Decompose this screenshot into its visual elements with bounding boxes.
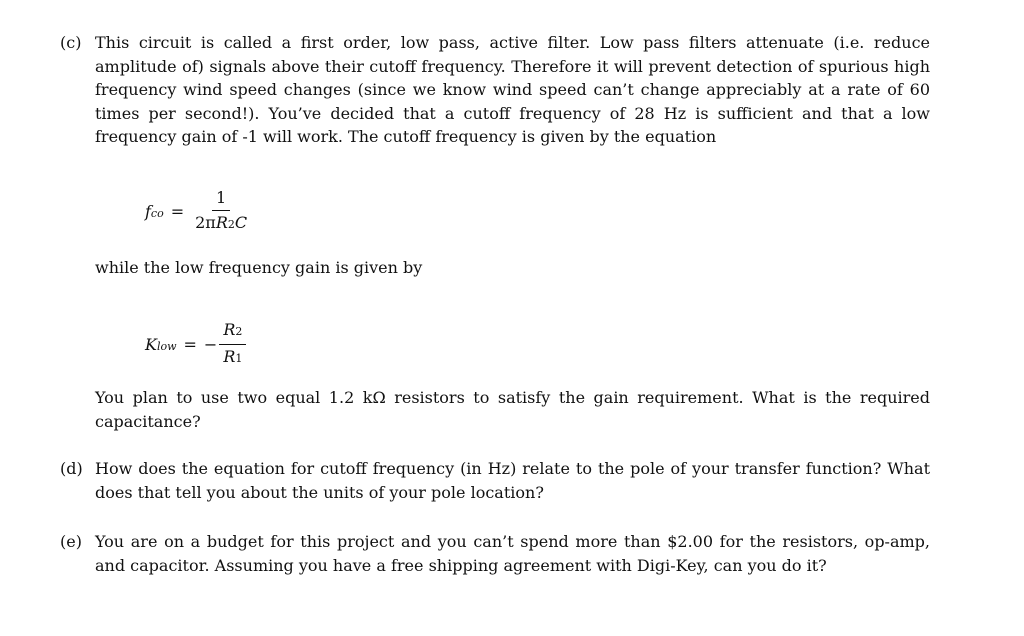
cutoff-equation bbox=[145, 188, 251, 235]
part-c-label: (c) bbox=[60, 33, 82, 52]
gain-equation bbox=[145, 320, 246, 369]
cutoff-fraction bbox=[191, 188, 251, 235]
part-c bbox=[60, 31, 930, 149]
cutoff-den-var: R bbox=[215, 213, 228, 232]
cutoff-lhs bbox=[145, 202, 164, 221]
cutoff-lhs-var: f bbox=[145, 202, 151, 221]
cutoff-den-prefix: 2π bbox=[195, 213, 216, 232]
cutoff-lhs-sub: co bbox=[150, 207, 164, 220]
gain-lhs-var: K bbox=[145, 335, 157, 354]
part-e-text: You are on a budget for this project and you can’t spend more than $2.00 for the resistors, op-amp, and capacitor. Assuming you have a free shipping agreement with Digi-Key, can you do it? bbox=[95, 532, 930, 575]
gain-minus-sign: − bbox=[203, 335, 218, 354]
part-d-label: (d) bbox=[60, 459, 83, 478]
part-d bbox=[60, 457, 930, 504]
part-e bbox=[60, 530, 930, 577]
gain-denominator bbox=[219, 345, 246, 369]
gain-lhs-sub: low bbox=[156, 340, 177, 353]
gain-num-sub: 2 bbox=[235, 325, 243, 338]
gain-equals: = bbox=[183, 335, 197, 354]
gain-intro-text: while the low frequency gain is given by bbox=[95, 258, 423, 277]
gain-den-sub: 1 bbox=[235, 352, 243, 365]
cutoff-den-suffix: C bbox=[234, 213, 248, 232]
gain-lhs bbox=[145, 335, 177, 354]
capacitance-question-text: You plan to use two equal 1.2 kΩ resistors to satisfy the gain requirement. What is the required capacitance? bbox=[95, 388, 930, 431]
gain-fraction bbox=[219, 320, 246, 369]
cutoff-den-sub: 2 bbox=[227, 218, 235, 231]
part-c-text: This circuit is called a first order, low pass, active filter. Low pass filters attenuate (i.e. reduce amplitude of) signals above their cutoff frequency. Therefore it will prevent detection of spurious high frequency wind speed changes (since we know wind speed can’t change appreciably at a rate of 60 times per second!). You’ve decided that a cutoff frequency of 28 Hz is sufficient and that a low frequency gain of -1 will work. The cutoff frequency is given by the equation bbox=[95, 33, 930, 146]
part-d-text: How does the equation for cutoff frequency (in Hz) relate to the pole of your transfer function? What does that tell you about the units of your pole location? bbox=[95, 459, 930, 502]
gain-den-var: R bbox=[223, 347, 236, 366]
part-e-label: (e) bbox=[60, 532, 82, 551]
cutoff-denominator bbox=[191, 211, 251, 235]
gain-numerator bbox=[219, 320, 246, 345]
gain-num-var: R bbox=[223, 320, 236, 339]
cutoff-numerator: 1 bbox=[212, 188, 230, 211]
cutoff-equals: = bbox=[170, 202, 185, 221]
